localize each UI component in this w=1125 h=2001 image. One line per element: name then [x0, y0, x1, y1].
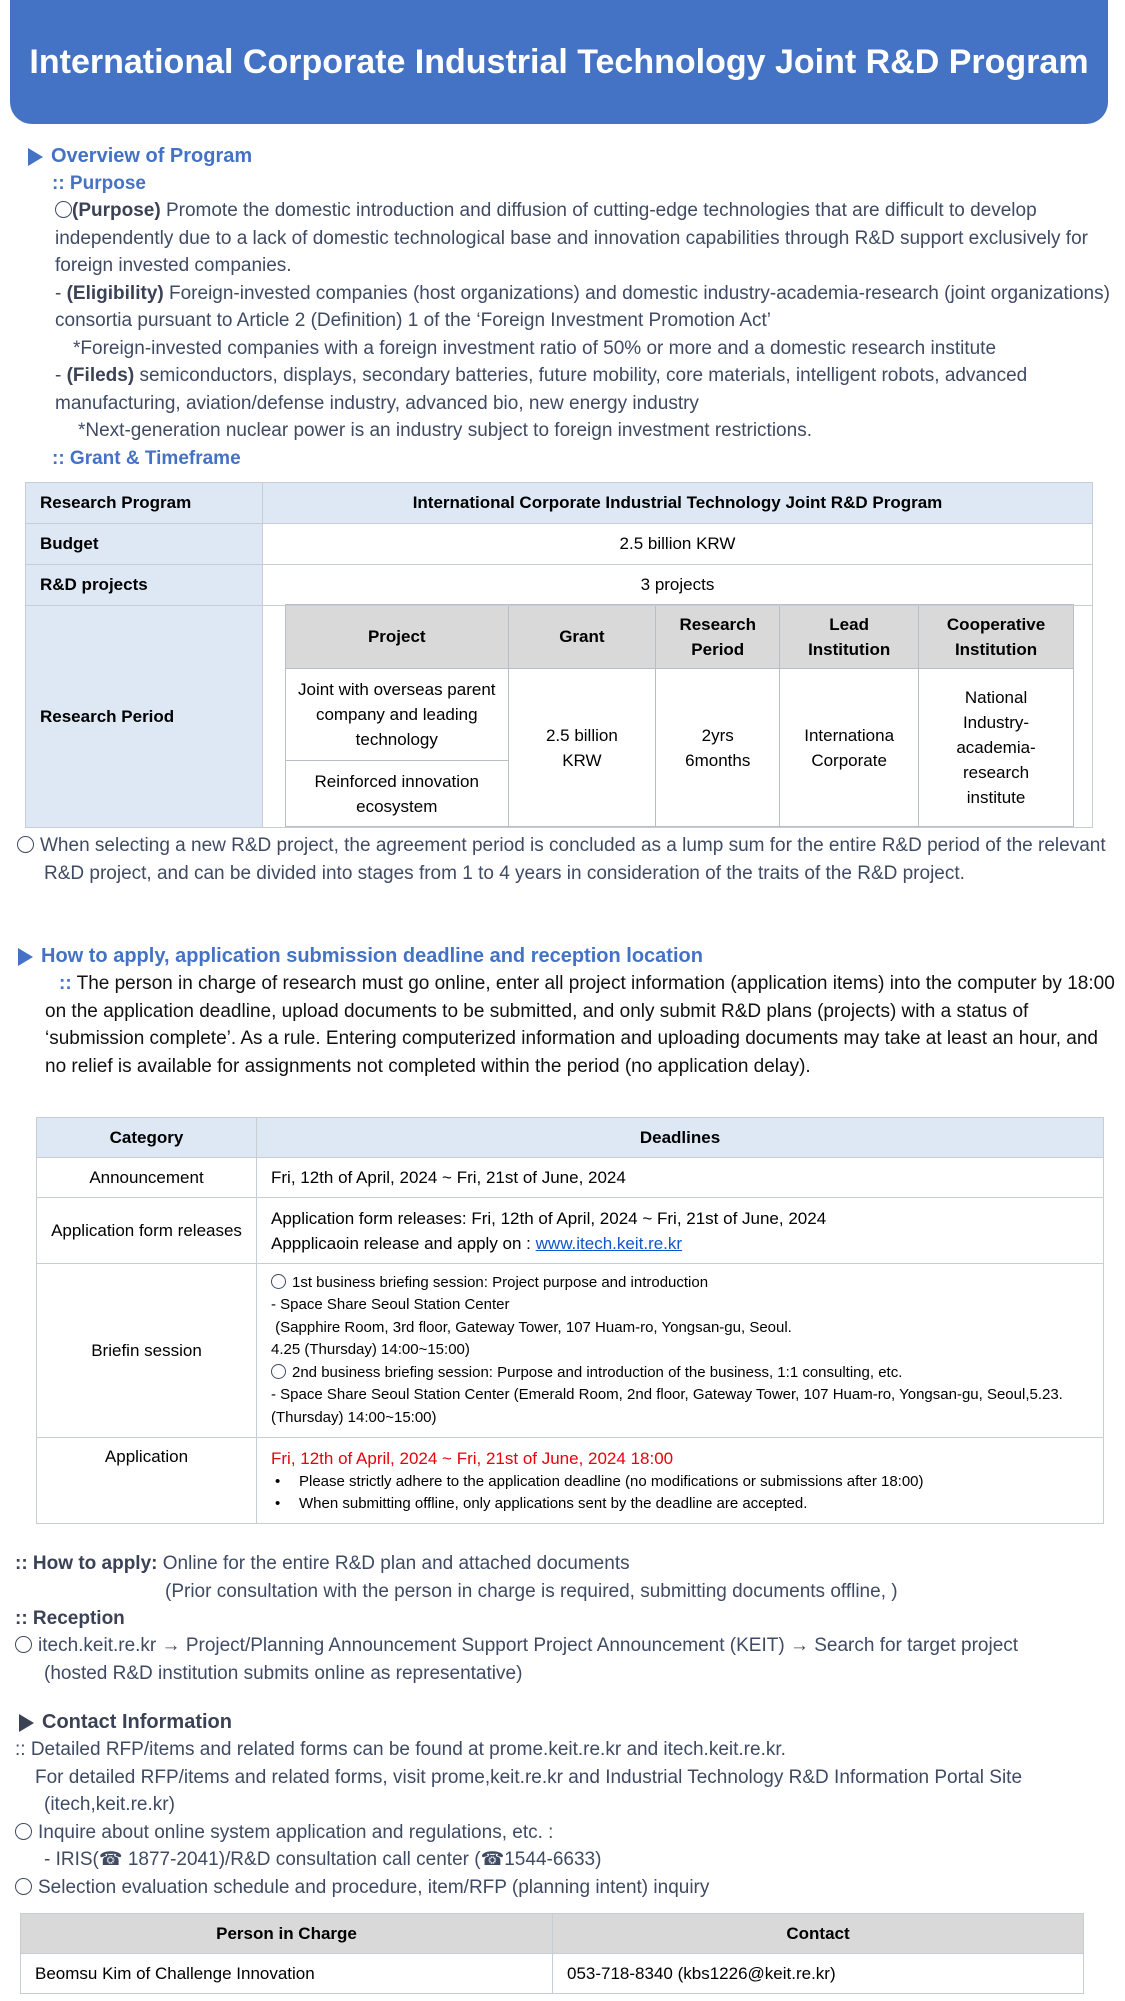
purpose-heading: :: Purpose [52, 173, 146, 194]
grant-value: 2.5 billion KRW [508, 669, 656, 827]
table-header-row [21, 1914, 1084, 1954]
apply-section [18, 943, 1123, 1080]
deadline-cell: Application form releases: Fri, 12th of April, 2024 ~ Fri, 21st of June, 2024 Appplicaoin release and apply on : www.itech.keit.re.kr [257, 1198, 1104, 1264]
fields-paragraph: - (Fileds) semiconductors, displays, secondary batteries, future mobility, core materials, intelligent robots, advanced manufacturing, aviation/defense industry, advanced bio, new energy industry [55, 365, 1028, 414]
how-to-line: :: How to apply: Online for the entire R&D plan and attached documents [15, 1553, 630, 1574]
category-cell: Briefin session [37, 1264, 257, 1438]
contact-line: For detailed RFP/items and related forms, visit prome,keit.re.kr and Industrial Technology R&D Information Portal Site (itech,keit.re.kr) [35, 1766, 1023, 1815]
itech-link[interactable]: www.itech.keit.re.kr [535, 1233, 683, 1253]
list-item: • When submitting offline, only applications sent by the deadline are accepted. [271, 1493, 1089, 1515]
period-value: 2yrs 6months [656, 669, 780, 827]
project-table [285, 604, 1074, 827]
circle-bullet-icon [15, 1878, 32, 1895]
table-row [37, 1198, 1104, 1264]
contact-line: Inquire about online system application and regulations, etc. : [15, 1819, 1120, 1847]
table-value: International Corporate Industrial Technology Joint R&D Program [263, 483, 1093, 524]
eligibility-note: *Foreign-invested companies with a foreign investment ratio of 50% or more and a domestic research institute [73, 337, 997, 359]
table-header-row [286, 605, 1074, 669]
fields-note: *Next-generation nuclear power is an industry subject to foreign investment restrictions. [78, 420, 812, 441]
table-row [21, 1954, 1084, 1994]
project-name: Joint with overseas parent company and leading technology [286, 669, 509, 761]
agreement-note: When selecting a new R&D project, the agreement period is concluded as a lump sum for the entire R&D period of the relevant R&D project, and can be divided into stages from 1 to 4 years in consideration of the traits of the R&D project. [17, 832, 1117, 887]
reception-text: itech.keit.re.kr → Project/Planning Announcement Support Project Announcement (KEIT) → Search for target project (hosted R&D institution submits online as representative) [15, 1632, 1085, 1687]
column-header: Research Period [656, 605, 780, 669]
column-header: Project [286, 605, 509, 669]
deadline-cell: 1st business briefing session: Project purpose and introduction - Space Share Seoul Station Center (Sapphire Room, 3rd floor, Gateway Tower, 107 Huam-ro, Yongsan-gu, Seoul. 4.25 (Thursday) 14:00~15:00) 2nd business briefing session: Purpose and introduction of the business, 1:1 consulting, etc. - Space Share Seoul Station Center (Emerald Room, 2nd floor, Gateway Tower, 107 Huam-ro, Yongsan-gu, Seoul,5.23.(Thursday) 14:00~15:00) [257, 1264, 1104, 1438]
column-header: Deadlines [257, 1118, 1104, 1158]
contact-line: - IRIS(☎ 1877-2041)/R&D consultation call center (☎1544-6633) [44, 1849, 602, 1870]
column-header: Lead Institution [780, 605, 919, 669]
lead-institution: Internationa Corporate [780, 669, 919, 827]
deadline-table [36, 1117, 1104, 1524]
column-header: Grant [508, 605, 656, 669]
table-row [26, 524, 1093, 565]
grant-table [25, 482, 1093, 828]
research-period-cell [263, 606, 1093, 828]
purpose-paragraph: (Purpose) Promote the domestic introduction and diffusion of cutting-edge technologies that are difficult to develop independently due to a lack of domestic technological base and innovation capabilities through R&D support exclusively for foreign invested companies. [55, 200, 1088, 276]
cooperative-institution: National Industry-academia-research institute [919, 669, 1074, 827]
table-label: Research Program [26, 483, 263, 524]
circle-bullet-icon [15, 1823, 32, 1840]
project-name: Reinforced innovation ecosystem [286, 761, 509, 827]
apply-heading: How to apply, application submission deadline and reception location [18, 943, 1123, 970]
grant-heading: :: Grant & Timeframe [52, 447, 241, 469]
triangle-bullet-icon [19, 1714, 34, 1732]
eligibility-paragraph: - (Eligibility) Foreign-invested companies (host organizations) and domestic industry-academia-research (joint organizations) consortia pursuant to Article 2 (Definition) 1 of the ‘Foreign Investment Promotion Act’ [55, 282, 1110, 331]
column-header: Cooperative Institution [919, 605, 1074, 669]
list-item: • Please strictly adhere to the application deadline (no modifications or submissions after 18:00) [271, 1471, 1089, 1493]
page-title-banner [10, 0, 1108, 124]
category-cell: Application form releases [37, 1198, 257, 1264]
deadline-cell: Fri, 12th of April, 2024 ~ Fri, 21st of June, 2024 [257, 1158, 1104, 1198]
circle-bullet-icon [55, 201, 72, 218]
person-cell: Beomsu Kim of Challenge Innovation [21, 1954, 553, 1994]
table-row [286, 669, 1074, 761]
overview-section [28, 143, 1118, 472]
category-cell: Announcement [37, 1158, 257, 1198]
page-title: International Corporate Industrial Technology Joint R&D Program [29, 42, 1089, 81]
column-header: Person in Charge [21, 1914, 553, 1954]
circle-bullet-icon [271, 1364, 286, 1379]
how-to-section [15, 1550, 1120, 1687]
table-row [37, 1158, 1104, 1198]
column-header: Contact [553, 1914, 1084, 1954]
table-row [37, 1264, 1104, 1438]
overview-heading: Overview of Program [28, 143, 1118, 170]
how-to-note: (Prior consultation with the person in charge is required, submitting documents offline, ) [165, 1580, 898, 1602]
deadline-red-text: Fri, 12th of April, 2024 ~ Fri, 21st of June, 2024 18:00 [271, 1449, 674, 1468]
contact-table [20, 1913, 1084, 1994]
circle-bullet-icon [17, 836, 34, 853]
table-label: Budget [26, 524, 263, 565]
contact-line: Selection evaluation schedule and procedure, item/RFP (planning intent) inquiry [15, 1874, 1120, 1902]
apply-paragraph: :: The person in charge of research must go online, enter all project information (application items) into the computer by 18:00 on the application deadline, upload documents to be submitted, and only submit R&D plans (projects) with a status of ‘submission complete’. As a rule. Entering computerized information and uploading documents may take at least an hour, and no relief is available for assignments not completed within the period (no application delay). [45, 973, 1115, 1077]
table-row [26, 483, 1093, 524]
contact-cell: 053-718-8340 (kbs1226@keit.re.kr) [553, 1954, 1084, 1994]
circle-bullet-icon [271, 1274, 286, 1289]
circle-bullet-icon [15, 1636, 32, 1653]
triangle-bullet-icon [18, 948, 33, 966]
table-row [37, 1438, 1104, 1524]
table-row [26, 606, 1093, 828]
contact-heading: Contact Information [15, 1709, 1120, 1736]
table-label: R&D projects [26, 565, 263, 606]
triangle-bullet-icon [28, 148, 43, 166]
contact-section [15, 1709, 1120, 1901]
table-label: Research Period [26, 606, 263, 828]
reception-heading: :: Reception [15, 1608, 125, 1629]
column-header: Category [37, 1118, 257, 1158]
table-header-row [37, 1118, 1104, 1158]
table-value: 3 projects [263, 565, 1093, 606]
table-value: 2.5 billion KRW [263, 524, 1093, 565]
table-row [26, 565, 1093, 606]
contact-line: :: Detailed RFP/items and related forms can be found at prome.keit.re.kr and itech.keit.re.kr. [15, 1739, 786, 1760]
category-cell: Application [37, 1438, 257, 1524]
deadline-cell [257, 1438, 1104, 1524]
